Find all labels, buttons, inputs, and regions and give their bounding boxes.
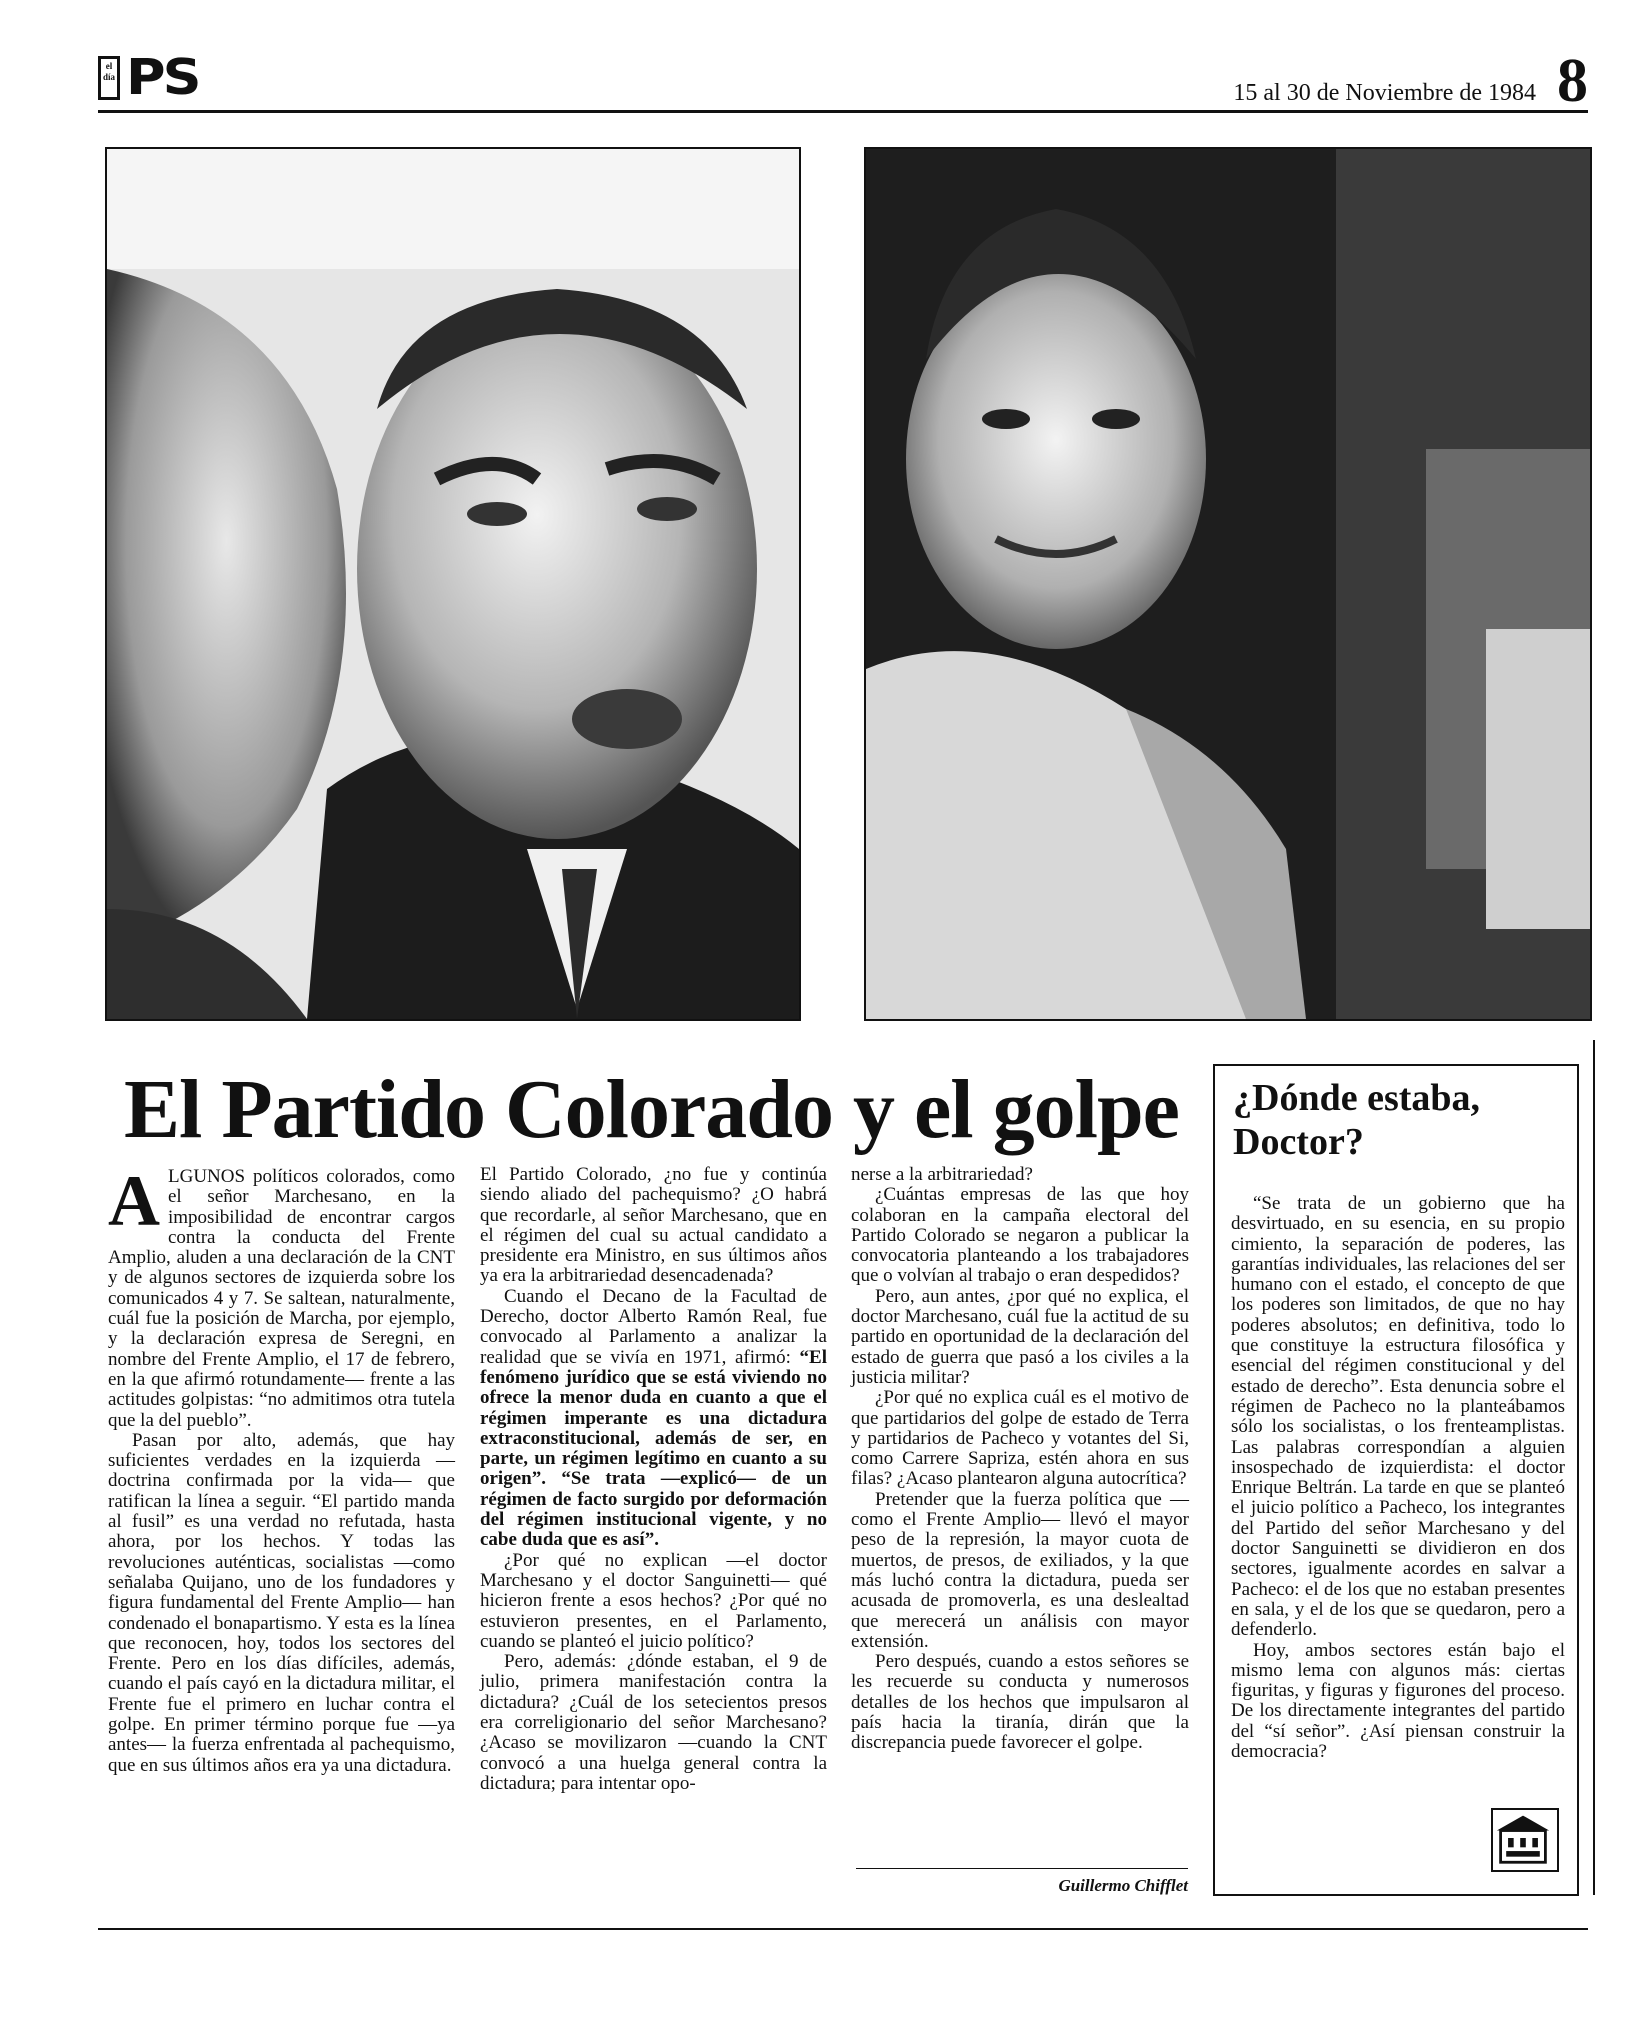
article-column-1	[108, 1161, 455, 1776]
article-paragraph: El Partido Colorado, ¿no fue y continúa siendo aliado del pachequismo? ¿O habrá que recordarle, al señor Marchesano, que en el régimen del cual su actual candidato a presidente era Ministro, en sus últimos años ya era la arbitrariedad desencadenada?	[480, 1164, 827, 1287]
masthead	[98, 47, 1588, 115]
vertical-rule	[1593, 1040, 1595, 1895]
article-paragraph: ¿Por qué no explican —el doctor Marchesano y el doctor Sanguinetti— qué hicieron frente a esos hechos? ¿Por qué no estuvieron presentes, en el Parlamento, cuando se planteó el juicio político?	[480, 1549, 827, 1652]
author-byline: Guillermo Chifflet	[1058, 1876, 1188, 1895]
photo-politician-portrait	[864, 147, 1592, 1021]
article-paragraph: Pero, aun antes, ¿por qué no explica, el doctor Marchesano, cuál fue la actitud de su partido en oportunidad de la declaración del estado de guerra que pasó a los civiles a la justicia militar?	[851, 1285, 1189, 1388]
article-column-3	[851, 1165, 1189, 1754]
article-paragraph: ¿Por qué no explica cuál es el motivo de que partidarios del golpe de estado de Terra y partidarios de Pacheco y votantes del Si, como Carrere Sapriza, estén ahora en sus filas? ¿Acaso plantearon alguna autocrítica?	[851, 1387, 1189, 1490]
article-column-2	[480, 1165, 827, 1794]
sidebar-title: ¿Dónde estaba, Doctor?	[1233, 1077, 1481, 1163]
issue-date: 15 al 30 de Noviembre de 1984	[1233, 80, 1536, 106]
logo-ps: PS	[126, 49, 199, 106]
sidebar-body	[1231, 1194, 1565, 1762]
sidebar-box	[1213, 1064, 1579, 1896]
article-paragraph: Pasan por alto, además, que hay suficientes verdades en la izquierda —doctrina confirmada por la vida— que ratifican la línea a seguir. “El partido manda al fusil” es una verdad no refutada, hasta ahora, por los hechos. Y todas las revoluciones auténticas, socialistas —como señalaba Quijano, uno de los fundadores y figura fundamental del Frente Amplio— han condenado el bonapartismo. Y esta es la línea que reconocen, hoy, todos los sectores del Frente. Pero en los días difíciles, además, cuando el país cayó en la dictadura militar, el Frente fue el primero en luchar contra el golpe. En primer término porque fue —ya antes— la fuerza enfrentada al pachequismo, que en sus últimos años era ya una dictadura.	[108, 1429, 455, 1776]
bottom-rule	[98, 1928, 1588, 1930]
article-paragraph: ¿Cuántas empresas de las que hoy colaboran en la campaña electoral del Partido Colorado se negaron a publicar la convocatoria planteando a los trabajadores que o volvían al trabajo o eran despedidos?	[851, 1184, 1189, 1287]
newspaper-logo	[98, 49, 238, 106]
page-number: 8	[1557, 47, 1588, 115]
signature-divider	[856, 1868, 1188, 1869]
article-paragraph	[480, 1287, 827, 1551]
paragraph-text: Cuando el Decano de la Facultad de Derecho, doctor Alberto Ramón Real, fue convocado al Parlamento a analizar la realidad que se vivía en 1971, afirmó:	[480, 1285, 827, 1368]
article-paragraph: nerse a la arbitrariedad?	[851, 1164, 1033, 1185]
logo-small-mark: el día	[98, 56, 120, 100]
paragraph-text: LGUNOS políticos colorados, como el señor Marchesano, en la imposibilidad de encontrar cargos contra la conducta del Frente Amplio, aluden a una declaración de la CNT y de algunos sectores de izquierda sobre los comunicados 4 y 7. Se saltean, naturalmente, cuál fue la posición de Marcha, por ejemplo, y la declaración expresa de Seregni, en nombre del Frente Amplio, el 17 de febrero, en la que afirmó rotundamente— frente a las actitudes golpistas: “no admitimos otra tutela que la del pueblo”.	[108, 1166, 455, 1431]
article-paragraph	[108, 1161, 455, 1431]
article-paragraph: Pretender que la fuerza política que —como el Frente Amplio— llevó el mayor peso de la represión, la mayor cuota de muertos, de presos, de exiliados, y la que más luchó contra la dictadura, pueda ser acusada de promoverla, es una deslealtad que merecerá un análisis con mayor extensión.	[851, 1488, 1189, 1652]
building-emblem-icon	[1491, 1808, 1559, 1872]
article-paragraph: Pero, además: ¿dónde estaban, el 9 de julio, primera manifestación contra la dictadura? ¿Cuál de los setecientos presos era correligionario del señor Marchesano? ¿Acaso se movilizaron —cuando la CNT convocó a una huelga general contra la dictadura; para intentar opo-	[480, 1651, 827, 1794]
photo-two-politicians	[105, 147, 801, 1021]
article-paragraph: Pero después, cuando a estos señores se les recuerde su conducta y numerosos detalles de los hechos que impulsaron al país hacia la tiranía, dirán que la discrepancia puede favorecer el golpe.	[851, 1651, 1189, 1754]
sidebar-paragraph: “Se trata de un gobierno que ha desvirtuado, en su esencia, en su propio cimiento, la separación de poderes, las garantías individuales, las relaciones del ser humano con el estado, el concepto de que los poderes son limitados, de que no hay poderes absolutos; en definitiva, todo lo que constituye la estructura filosófica y esencial del régimen constitucional y del estado de derecho”. Esta denuncia sobre el régimen de Pacheco no la planteábamos sólo los socialistas, o los frenteamplistas. Las palabras correspondían a alguien insospechado de izquierdista: el doctor Enrique Beltrán. La tarde en que se planteó el juicio político a Pacheco, los integrantes del Partido del señor Marchesano y del doctor Sanguinetti se dividieron en dos sectores, igualmente acordes en salvar a Pacheco: el de los que no estaban presentes en sala, y el de los que se quedaron, pero a defenderlo.	[1231, 1193, 1565, 1641]
bold-quote: “El fenómeno jurídico que se está viviendo no ofrece la menor duda en cuanto a que el régimen imperante es una dictadura extraconstitucional, además de ser, en parte, un régimen legítimo en cuanto a su origen”. “Se trata —explicó— de un régimen de facto surgido por deformación del régimen institucional vigente, y no cabe duda que es así”.	[480, 1346, 827, 1551]
drop-cap: A	[108, 1161, 160, 1241]
article-headline: El Partido Colorado y el golpe	[124, 1063, 1179, 1156]
sidebar-paragraph: Hoy, ambos sectores están bajo el mismo lema con algunos más: ciertas figuritas, y figuras y figurones del proceso. De los directamente integrantes del partido del “sí señor”. ¿Así piensan construir la democracia?	[1231, 1639, 1565, 1763]
